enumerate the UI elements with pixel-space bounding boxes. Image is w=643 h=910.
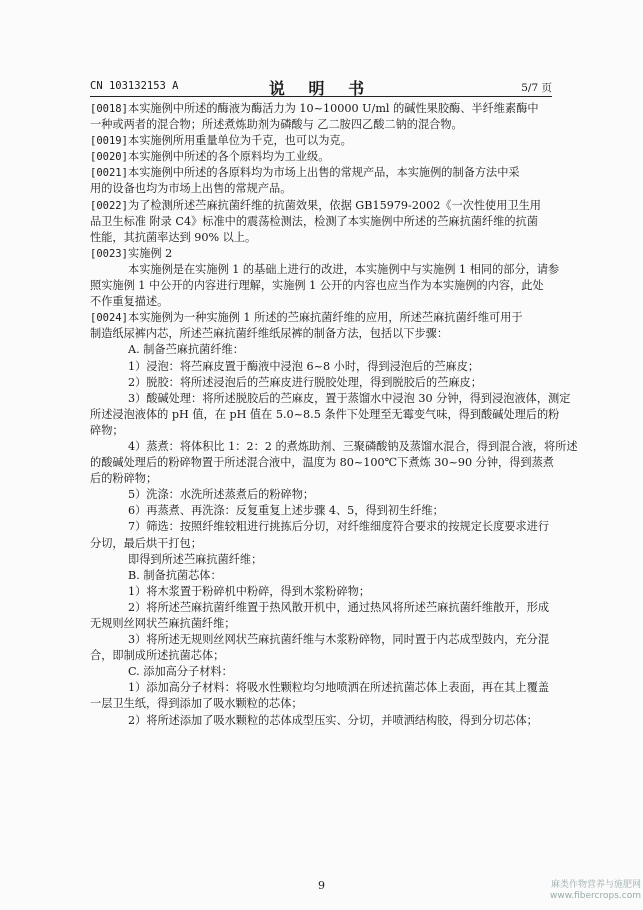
paragraph-line bbox=[90, 310, 552, 326]
line-text: 性能，其抗菌率达到 90% 以上。 bbox=[90, 230, 257, 244]
document-title: 说 明 书 bbox=[268, 79, 374, 98]
text-line bbox=[90, 664, 552, 680]
text-line bbox=[90, 680, 552, 696]
line-text: 本实施例中所述的各原料均为市场上出售的常规产品，本实施例的制备方法中采 bbox=[128, 166, 520, 180]
text-line bbox=[90, 616, 552, 632]
line-text: C. 添加高分子材料： bbox=[128, 665, 233, 679]
line-text: 6）再蒸煮、再洗涤：反复重复上述步骤 4、5，得到初生纤维； bbox=[128, 504, 444, 518]
paragraph-line bbox=[90, 149, 552, 165]
line-text: 7）筛选：按照纤维较粗进行挑拣后分切，对纤维细度符合要求的按规定长度要求进行 bbox=[128, 520, 550, 534]
line-text: 1）将木浆置于粉碎机中粉碎，得到木浆粉碎物； bbox=[128, 584, 371, 598]
text-line bbox=[90, 600, 552, 616]
line-text: 2）脱胶：将所述浸泡后的苎麻皮进行脱胶处理，得到脱胶后的苎麻皮； bbox=[128, 375, 482, 389]
text-line bbox=[90, 181, 552, 197]
line-text: 本实施例中所述的各个原料均为工业级。 bbox=[128, 150, 330, 164]
header-rule bbox=[90, 96, 552, 97]
text-line bbox=[90, 536, 552, 552]
line-text: 后的粉碎物； bbox=[90, 472, 158, 486]
text-line bbox=[90, 214, 552, 230]
line-text: 5）洗涤：水洗所述蒸煮后的粉碎物； bbox=[128, 488, 315, 502]
line-text: 2）将所述添加了吸水颗粒的芯体成型压实、分切，并喷洒结构胶，得到分切芯体； bbox=[128, 713, 538, 727]
site-watermark bbox=[550, 880, 641, 902]
line-text: 所述浸泡液体的 pH 值，在 pH 值在 5.0~8.5 条件下处理至无霉变气味，得到酸碱处理后的粉 bbox=[90, 407, 560, 421]
text-line bbox=[90, 503, 552, 519]
text-line bbox=[90, 584, 552, 600]
paragraph-number: [0022] bbox=[90, 199, 128, 212]
text-line bbox=[90, 696, 552, 712]
line-text: 本实施例是在实施例 1 的基础上进行的改进，本实施例中与实施例 1 相同的部分，请参 bbox=[128, 262, 560, 276]
text-line bbox=[90, 648, 552, 664]
line-text: 2）将所述苎麻抗菌纤维置于热风散开机中，通过热风将所述苎麻抗菌纤维散开，形成 bbox=[128, 600, 550, 614]
page-ratio: 5/7 页 bbox=[521, 82, 552, 94]
line-text: 一种或两者的混合物；所述煮炼助剂为磷酸与 乙二胺四乙酸二钠的混合物。 bbox=[90, 118, 463, 132]
watermark-line-1: 麻类作物营养与施肥网 bbox=[550, 880, 641, 890]
paragraph-number: [0023] bbox=[90, 247, 128, 260]
text-line bbox=[90, 391, 571, 407]
paragraph-number: [0019] bbox=[90, 135, 128, 148]
line-text: 用的设备也均为市场上出售的常规产品。 bbox=[90, 182, 292, 196]
patent-number: CN 103132153 A bbox=[90, 80, 179, 92]
text-line bbox=[90, 262, 560, 278]
paragraph-number: [0021] bbox=[90, 167, 128, 180]
text-line bbox=[90, 439, 578, 455]
page-header bbox=[90, 76, 552, 96]
text-line bbox=[90, 278, 552, 294]
paragraph-line bbox=[90, 165, 552, 181]
page-number: 9 bbox=[318, 879, 325, 892]
paragraph-line bbox=[90, 198, 552, 214]
line-text: 为了检测所述苎麻抗菌纤维的抗菌效果，依据 GB15979-2002《一次性使用卫生用 bbox=[128, 198, 541, 212]
line-text: 本实施例为一种实施例 1 所述的苎麻抗菌纤维的应用，所述苎麻抗菌纤维可用于 bbox=[128, 311, 523, 325]
text-line bbox=[90, 568, 552, 584]
line-text: 无规则丝网状苎麻抗菌纤维； bbox=[90, 617, 236, 630]
text-line bbox=[90, 117, 552, 133]
line-text: 碎物； bbox=[90, 423, 124, 437]
text-line bbox=[90, 471, 552, 487]
line-text: 合，即制成所述抗菌芯体； bbox=[90, 649, 225, 663]
line-text: 品卫生标准 附录 C4》标准中的震荡检测法，检测了本实施例中所述的苎麻抗菌纤维的抗菌 bbox=[90, 214, 538, 228]
line-text: 的酸碱处理后的粉碎物置于所述混合液中，温度为 80~100℃下煮炼 30~90 分钟，得到蒸煮 bbox=[90, 456, 554, 470]
line-text: B. 制备抗菌芯体： bbox=[128, 568, 222, 582]
text-line bbox=[90, 552, 552, 568]
paragraph-line bbox=[90, 246, 552, 262]
line-text: 本实施例所用重量单位为千克，也可以为克。 bbox=[128, 134, 352, 148]
line-text: A. 制备苎麻抗菌纤维： bbox=[128, 343, 244, 357]
paragraph-number: [0020] bbox=[90, 151, 128, 164]
text-line bbox=[90, 230, 552, 246]
line-text: 1）添加高分子材料：将吸水性颗粒均匀地喷洒在所述抗菌芯体上表面，再在其上覆盖 bbox=[128, 681, 550, 695]
paragraph-line bbox=[90, 133, 552, 149]
line-text: 本实施例中所述的酶液为酶活力为 10~10000 U/ml 的碱性果胶酶、半纤维素酶中 bbox=[128, 102, 539, 115]
line-text: 照实施例 1 中公开的内容进行理解，实施例 1 公开的内容也应当作为本实施例的内容，此处 bbox=[90, 279, 544, 293]
line-text: 即得到所述苎麻抗菌纤维； bbox=[128, 552, 263, 566]
text-line bbox=[90, 487, 552, 503]
text-line bbox=[90, 407, 560, 423]
paragraph-number: [0024] bbox=[90, 312, 128, 325]
line-text: 分切，最后烘干打包； bbox=[90, 536, 202, 550]
line-text: 3）将所述无规则丝网状苎麻抗菌纤维与木浆粉碎物，同时置于内芯成型鼓内，充分混 bbox=[128, 633, 550, 647]
watermark-line-2: www.fibercrops.com bbox=[550, 891, 641, 901]
text-line bbox=[90, 519, 552, 535]
line-text: 3）酸碱处理：将所述脱胶后的苎麻皮，置于蒸馏水中浸泡 30 分钟，得到浸泡液体，测定 bbox=[128, 391, 571, 405]
line-text: 4）蒸煮：将体积比 1：2：2 的煮炼助剂、三聚磷酸钠及蒸馏水混合，得到混合液，将所述 bbox=[128, 439, 578, 453]
paragraph-line bbox=[90, 101, 552, 117]
text-line bbox=[90, 713, 552, 729]
text-line bbox=[90, 359, 552, 375]
line-text: 一层卫生纸，得到添加了吸水颗粒的芯体； bbox=[90, 697, 303, 711]
text-line bbox=[90, 423, 552, 439]
line-text: 制造纸尿裤内芯，所述苎麻抗菌纤维纸尿裤的制备方法，包括以下步骤： bbox=[90, 327, 449, 341]
line-text: 不作重复描述。 bbox=[90, 295, 169, 309]
line-text: 1）浸泡：将苎麻皮置于酶液中浸泡 6~8 小时，得到浸泡后的苎麻皮； bbox=[128, 359, 480, 373]
text-line bbox=[90, 455, 552, 471]
line-text: 实施例 2 bbox=[128, 246, 173, 260]
paragraph-number: [0018] bbox=[90, 103, 128, 115]
text-line bbox=[90, 294, 552, 310]
text-line bbox=[90, 375, 552, 391]
text-line bbox=[90, 342, 552, 358]
text-line bbox=[90, 326, 552, 342]
document-body bbox=[90, 101, 578, 729]
text-line bbox=[90, 632, 552, 648]
